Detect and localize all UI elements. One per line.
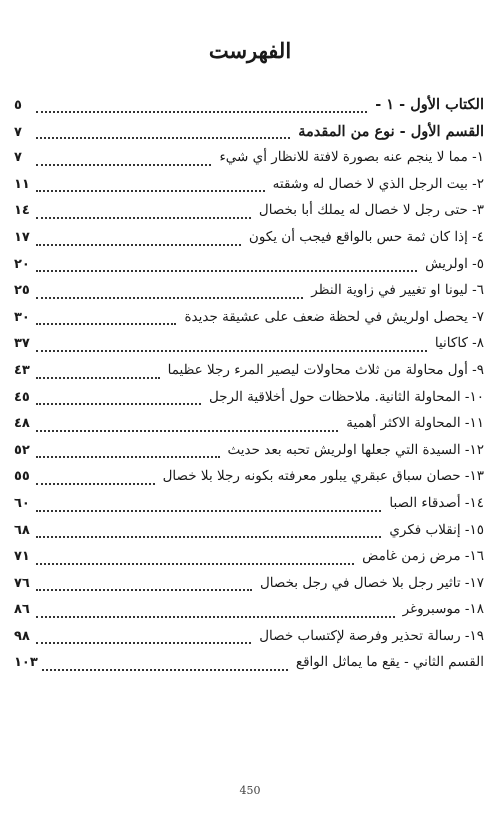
toc-entry [14,415,484,442]
toc-entry-label: ٣- حتى رجل لا خصال له يملك أبا بخصال [258,202,484,219]
toc-entry [14,335,484,362]
toc-entry-page: ٢٠ [14,256,30,272]
toc-entry [14,282,484,309]
toc-entry [14,468,484,495]
toc-entry-label: ٧- يحصل اولريش في لحظة ضعف على عشيقة جديدة [184,308,484,325]
dot-leader [36,244,241,246]
toc-entry-page: ٦٨ [14,522,30,538]
dot-leader [36,190,265,192]
dot-leader [36,297,303,299]
dot-leader [36,377,160,379]
dot-leader [36,536,381,538]
toc-entry-label: ١٦- مرض زمن غامض [362,548,484,565]
toc-entry-page: ٧ [14,124,22,140]
toc-entry [14,96,484,123]
toc-entry-page: ١٤ [14,203,30,219]
toc-entry [14,628,484,655]
toc-entry-page: ٥٢ [14,442,30,458]
toc-entry [14,149,484,176]
toc-entry-page: ١٧ [14,229,30,245]
toc-entry-page: ٥ [14,98,22,113]
toc-entry-page: ٨٦ [14,602,30,618]
dot-leader [36,510,381,512]
toc-entry-label: ٤- إذا كان ثمة حس بالواقع فيجب أن يكون [248,228,484,245]
dot-leader [42,669,288,671]
toc-entry-page: ٩٨ [14,628,30,644]
toc-entry-label: ٦- ليونا او تغيير في زاوية النظر [311,282,484,299]
dot-leader [36,350,427,352]
dot-leader [36,589,252,591]
toc-entry-label: ١٢- السيدة التي جعلها اولريش تحبه بعد حديث [227,441,484,458]
toc-entry [14,442,484,469]
toc-entry-label: ٨- كاكانيا [434,335,484,352]
toc-entry [14,256,484,283]
dot-leader [36,563,354,565]
toc-entry-page: ٧١ [14,549,30,565]
page-title: الفهرست [208,38,292,63]
toc-entry-label: ١٤- أصدقاء الصبا [389,494,484,511]
toc-entry-label: ١٠- المحاولة الثانية. ملاحظات حول أخلاقية الرجل [208,388,484,405]
toc-entry-label: ١٩- رسالة تحذير وفرصة لإكتساب خصال [259,627,484,644]
toc-entry [14,601,484,628]
toc-entry [14,548,484,575]
dot-leader [36,217,251,219]
toc-entry [14,522,484,549]
toc-entry-page: ٤٥ [14,389,30,405]
dot-leader [36,616,395,618]
toc-entry [14,202,484,229]
toc-entry-page: ٤٨ [14,416,30,432]
toc-entry [14,654,484,681]
toc-entry-page: ٢٥ [14,283,30,299]
toc-entry-page: ٥٥ [14,469,30,485]
toc-entry-label: ٢- بيت الرجل الذي لا خصال له وشقته [272,175,484,192]
dot-leader [36,270,417,272]
dot-leader [36,137,290,139]
dot-leader [36,483,155,485]
toc-entry [14,309,484,336]
toc-entry [14,176,484,203]
toc-entry-label: القسم الأول - نوع من المقدمة [298,122,484,140]
dot-leader [36,642,251,644]
page-number-footer: 450 [239,784,261,797]
dot-leader [36,430,338,432]
toc-entry-label: ١٥- إنقلاب فكري [389,521,484,538]
toc-entry-page: ٤٣ [14,362,30,378]
toc-entry-page: ٣٧ [14,336,30,352]
toc-entry-label: ١٣- حصان سباق عبقري يبلور معرفته بكونه رجلا بلا خصال [162,468,484,485]
toc-entry-page: ٦٠ [14,495,30,511]
dot-leader [36,456,220,458]
toc-entry-label: ١٧- تاثير رجل بلا خصال في رجل بخصال [259,574,484,591]
toc-entry-label: ٩- أول محاولة من ثلاث محاولات ليصير المرء رجلا عظيما [167,361,484,378]
toc-entry [14,575,484,602]
dot-leader [36,164,211,166]
toc-entry [14,229,484,256]
table-of-contents [14,96,484,681]
toc-entry-page: ١٠٣ [14,655,38,671]
toc-entry [14,495,484,522]
toc-entry-label: الكتاب الأول - ١ - [375,96,484,113]
toc-entry [14,389,484,416]
dot-leader [36,323,176,325]
toc-entry-label: القسم الثاني - يقع ما يماثل الواقع [295,654,484,671]
toc-entry-page: ١١ [14,176,30,192]
dot-leader [36,403,201,405]
toc-entry-label: ٥- اولريش [425,255,484,272]
toc-entry-label: ١- مما لا ينجم عنه بصورة لافتة للانظار أي شيء [219,149,484,166]
toc-entry-label: ١١- المحاولة الاكثر أهمية [346,415,484,432]
toc-entry [14,123,484,150]
dot-leader [36,111,367,113]
toc-entry-label: ١٨- موسبروغر [402,601,484,618]
toc-entry-page: ٣٠ [14,309,30,325]
toc-entry [14,362,484,389]
toc-entry-page: ٧٦ [14,575,30,591]
toc-entry-page: ٧ [14,150,22,166]
